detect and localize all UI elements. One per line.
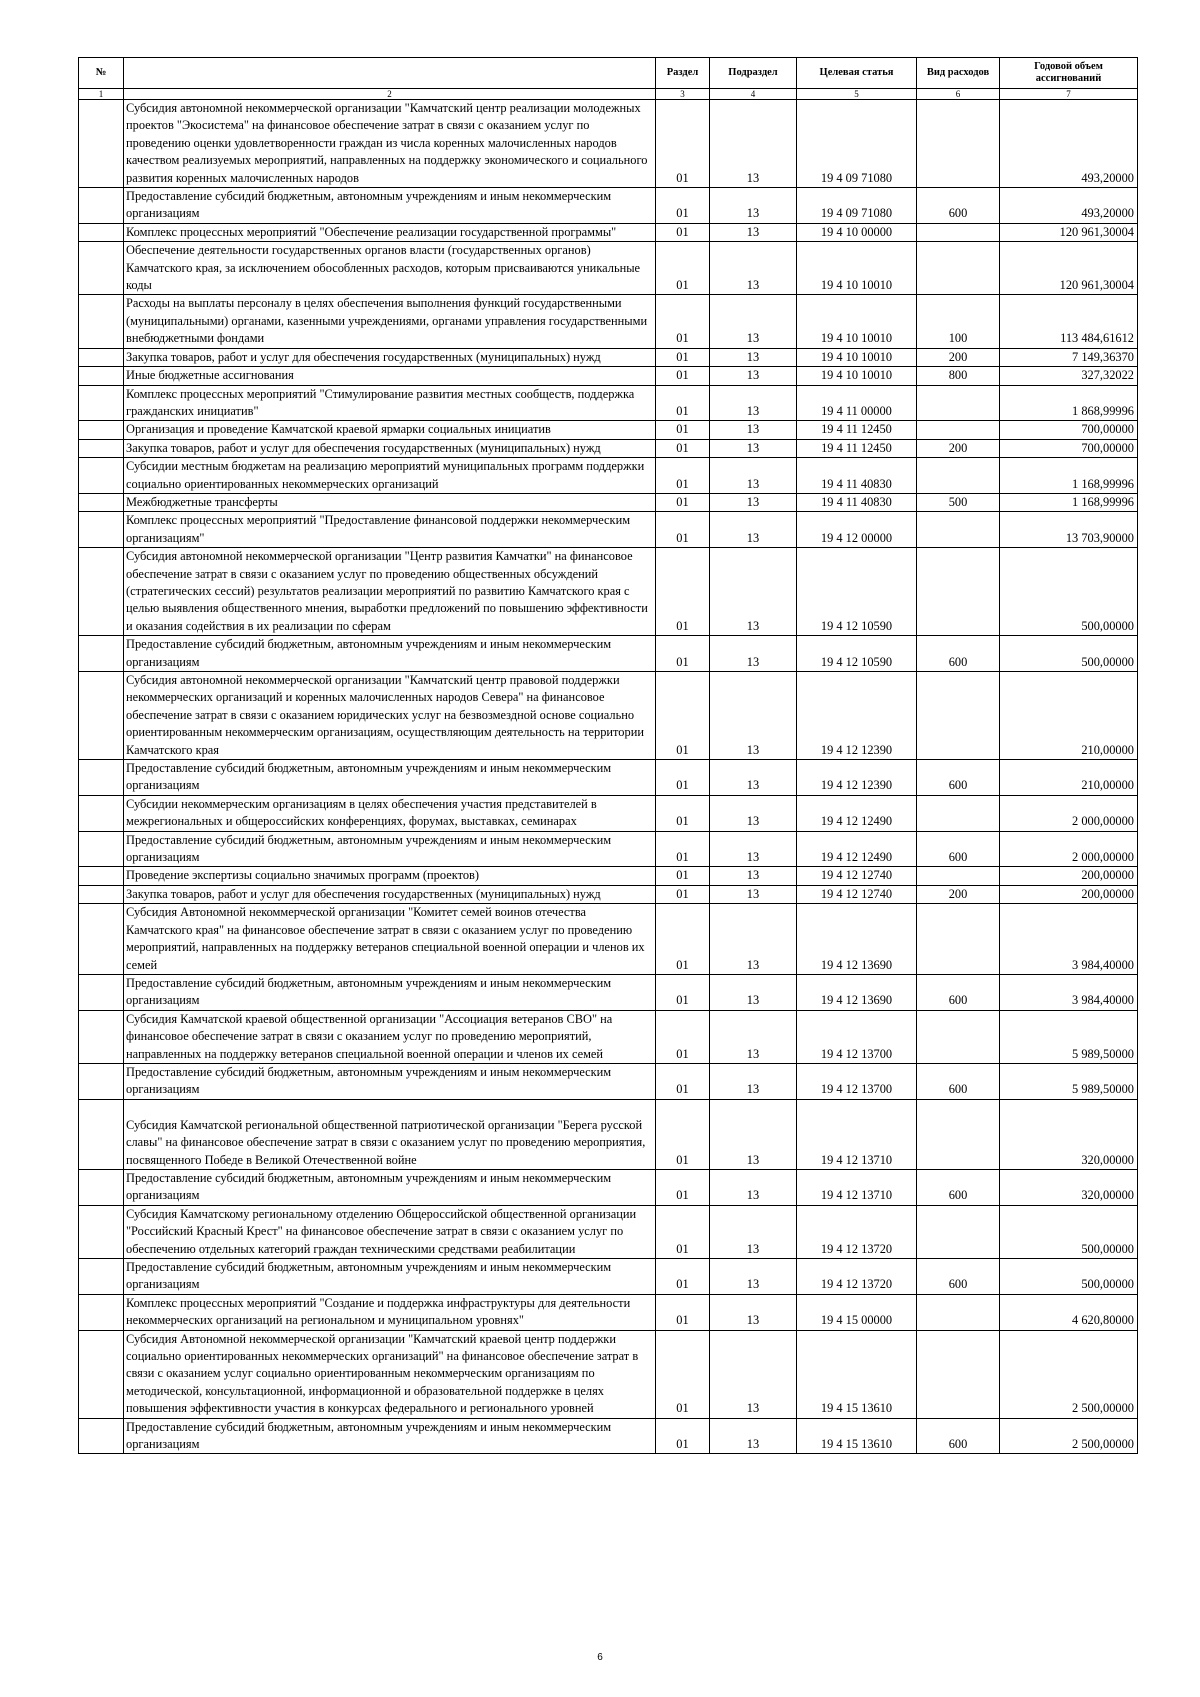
row-amount-cell: 500,00000: [1000, 1205, 1138, 1258]
row-amount-cell: 5 989,50000: [1000, 1010, 1138, 1063]
row-subsection-cell: 13: [710, 188, 797, 224]
row-subsection-cell: 13: [710, 795, 797, 831]
row-expense-type-cell: [917, 672, 1000, 760]
row-subsection-cell: 13: [710, 1063, 797, 1099]
table-row: [79, 242, 1138, 295]
row-description-cell: Комплекс процессных мероприятий "Обеспечение реализации государственной программы": [124, 223, 656, 241]
row-description-cell: Комплекс процессных мероприятий "Стимулирование развития местных сообществ, поддержка гражданских инициатив": [124, 385, 656, 421]
row-amount-cell: 3 984,40000: [1000, 974, 1138, 1010]
table-row: [79, 1099, 1138, 1169]
row-target-article-cell: 19 4 10 10010: [797, 295, 917, 348]
row-number-cell: [79, 1099, 124, 1169]
column-number: 2: [124, 89, 656, 100]
row-subsection-cell: 13: [710, 242, 797, 295]
row-subsection-cell: 13: [710, 867, 797, 885]
row-section-cell: 01: [656, 795, 710, 831]
row-amount-cell: 200,00000: [1000, 885, 1138, 903]
row-description-cell: Субсидия Автономной некоммерческой организации "Комитет семей воинов отечества Камчатского края" на финансовое обеспечение затрат в связи с оказанием услуг по проведению мероприятий, направленных на поддержку ветеранов специальной военной операции и членов их семей: [124, 904, 656, 975]
row-description-cell: Предоставление субсидий бюджетным, автономным учреждениям и иным некоммерческим организациям: [124, 760, 656, 796]
row-number-cell: [79, 548, 124, 636]
row-description-cell: Организация и проведение Камчатской краевой ярмарки социальных инициатив: [124, 421, 656, 439]
row-subsection-cell: 13: [710, 1330, 797, 1418]
row-target-article-cell: 19 4 11 40830: [797, 493, 917, 511]
row-target-article-cell: 19 4 12 13720: [797, 1259, 917, 1295]
row-description-cell: Субсидия автономной некоммерческой организации "Камчатский центр реализации молодежных проектов "Экосистема" на финансовое обеспечение затрат в связи с оказанием услуг по проведению оценки удовлетворенности граждан из числа коренных малочисленных народов качеством реализуемых мероприятий, направленных на поддержку экономического и социального развития коренных малочисленных народов: [124, 100, 656, 188]
header-expense-type: Вид расходов: [917, 58, 1000, 89]
row-expense-type-cell: 600: [917, 760, 1000, 796]
row-number-cell: [79, 295, 124, 348]
row-description-cell: Проведение экспертизы социально значимых программ (проектов): [124, 867, 656, 885]
budget-allocation-table: [78, 57, 1138, 1454]
row-description-cell: Субсидия автономной некоммерческой организации "Центр развития Камчатки" на финансовое обеспечение затрат в связи с оказанием услуг по проведению общественных обсуждений (стратегических сессий) результатов реализации мероприятий по развитию Камчатского края с целью выявления общественного мнения, выработки предложений по повышению эффективности и оказания содействия в их реализации по сферам: [124, 548, 656, 636]
row-number-cell: [79, 636, 124, 672]
table-row: [79, 904, 1138, 975]
row-section-cell: 01: [656, 367, 710, 385]
table-row: [79, 760, 1138, 796]
row-number-cell: [79, 385, 124, 421]
row-target-article-cell: 19 4 12 12490: [797, 795, 917, 831]
row-amount-cell: 327,32022: [1000, 367, 1138, 385]
row-section-cell: 01: [656, 295, 710, 348]
row-section-cell: 01: [656, 1294, 710, 1330]
header-name: [124, 58, 656, 89]
row-expense-type-cell: 600: [917, 188, 1000, 224]
row-number-cell: [79, 1169, 124, 1205]
row-target-article-cell: 19 4 11 00000: [797, 385, 917, 421]
row-amount-cell: 5 989,50000: [1000, 1063, 1138, 1099]
row-number-cell: [79, 439, 124, 457]
column-number: 5: [797, 89, 917, 100]
row-target-article-cell: 19 4 12 12490: [797, 831, 917, 867]
row-subsection-cell: 13: [710, 904, 797, 975]
row-subsection-cell: 13: [710, 1294, 797, 1330]
row-number-cell: [79, 1010, 124, 1063]
table-row: [79, 1205, 1138, 1258]
row-subsection-cell: 13: [710, 348, 797, 366]
row-subsection-cell: 13: [710, 1259, 797, 1295]
row-amount-cell: 700,00000: [1000, 421, 1138, 439]
row-section-cell: 01: [656, 885, 710, 903]
row-expense-type-cell: 600: [917, 831, 1000, 867]
row-number-cell: [79, 367, 124, 385]
header-num: №: [79, 58, 124, 89]
row-number-cell: [79, 100, 124, 188]
row-subsection-cell: 13: [710, 295, 797, 348]
row-target-article-cell: 19 4 12 13720: [797, 1205, 917, 1258]
row-number-cell: [79, 795, 124, 831]
row-description-cell: Межбюджетные трансферты: [124, 493, 656, 511]
row-section-cell: 01: [656, 636, 710, 672]
table-row: [79, 385, 1138, 421]
row-amount-cell: 3 984,40000: [1000, 904, 1138, 975]
row-expense-type-cell: 600: [917, 1418, 1000, 1454]
row-subsection-cell: 13: [710, 458, 797, 494]
row-target-article-cell: 19 4 15 13610: [797, 1418, 917, 1454]
row-section-cell: 01: [656, 439, 710, 457]
row-amount-cell: 1 168,99996: [1000, 493, 1138, 511]
row-subsection-cell: 13: [710, 885, 797, 903]
row-subsection-cell: 13: [710, 439, 797, 457]
table-row: [79, 367, 1138, 385]
row-number-cell: [79, 831, 124, 867]
row-section-cell: 01: [656, 760, 710, 796]
row-subsection-cell: 13: [710, 1418, 797, 1454]
row-section-cell: 01: [656, 458, 710, 494]
row-description-cell: Субсидия Камчатской краевой общественной организации "Ассоциация ветеранов СВО" на финансовое обеспечение затрат в связи с оказанием услуг по проведению мероприятий, направленных на поддержку ветеранов специальной военной операции и членов их семей: [124, 1010, 656, 1063]
row-number-cell: [79, 1205, 124, 1258]
row-target-article-cell: 19 4 11 12450: [797, 421, 917, 439]
table-row: [79, 1330, 1138, 1418]
row-description-cell: Предоставление субсидий бюджетным, автономным учреждениям и иным некоммерческим организациям: [124, 1418, 656, 1454]
table-row: [79, 548, 1138, 636]
row-section-cell: 01: [656, 242, 710, 295]
row-section-cell: 01: [656, 223, 710, 241]
row-amount-cell: 320,00000: [1000, 1099, 1138, 1169]
row-subsection-cell: 13: [710, 1099, 797, 1169]
row-target-article-cell: 19 4 12 12390: [797, 672, 917, 760]
table-row: [79, 974, 1138, 1010]
row-expense-type-cell: [917, 795, 1000, 831]
row-expense-type-cell: 600: [917, 1259, 1000, 1295]
row-expense-type-cell: 200: [917, 439, 1000, 457]
row-expense-type-cell: 200: [917, 885, 1000, 903]
row-expense-type-cell: 600: [917, 1063, 1000, 1099]
row-section-cell: 01: [656, 672, 710, 760]
row-amount-cell: 200,00000: [1000, 867, 1138, 885]
row-target-article-cell: 19 4 12 13690: [797, 974, 917, 1010]
row-description-cell: Предоставление субсидий бюджетным, автономным учреждениям и иным некоммерческим организациям: [124, 1259, 656, 1295]
row-description-cell: Субсидия автономной некоммерческой организации "Камчатский центр правовой поддержки некоммерческих организаций и коренных малочисленных народов Севера" на финансовое обеспечение затрат в связи с оказанием юридических услуг на безвозмездной основе социально ориентированным некоммерческим организациям, осуществляющим деятельность на территории Камчатского края: [124, 672, 656, 760]
table-row: [79, 493, 1138, 511]
row-subsection-cell: 13: [710, 385, 797, 421]
column-number: 7: [1000, 89, 1138, 100]
row-target-article-cell: 19 4 09 71080: [797, 100, 917, 188]
column-number: 6: [917, 89, 1000, 100]
row-description-cell: Предоставление субсидий бюджетным, автономным учреждениям и иным некоммерческим организациям: [124, 188, 656, 224]
table-row: [79, 188, 1138, 224]
row-section-cell: 01: [656, 1418, 710, 1454]
table-row: [79, 100, 1138, 188]
row-expense-type-cell: [917, 904, 1000, 975]
row-number-cell: [79, 974, 124, 1010]
table-row: [79, 636, 1138, 672]
row-section-cell: 01: [656, 548, 710, 636]
row-expense-type-cell: [917, 1010, 1000, 1063]
row-target-article-cell: 19 4 12 13700: [797, 1010, 917, 1063]
row-description-cell: Комплекс процессных мероприятий "Предоставление финансовой поддержки некоммерческим организациям": [124, 512, 656, 548]
row-number-cell: [79, 421, 124, 439]
table-row: [79, 421, 1138, 439]
row-number-cell: [79, 1063, 124, 1099]
row-subsection-cell: 13: [710, 223, 797, 241]
row-target-article-cell: 19 4 10 10010: [797, 242, 917, 295]
row-amount-cell: 500,00000: [1000, 1259, 1138, 1295]
row-target-article-cell: 19 4 11 40830: [797, 458, 917, 494]
row-amount-cell: 500,00000: [1000, 636, 1138, 672]
row-section-cell: 01: [656, 974, 710, 1010]
row-subsection-cell: 13: [710, 1010, 797, 1063]
row-target-article-cell: 19 4 11 12450: [797, 439, 917, 457]
table-row: [79, 1010, 1138, 1063]
row-expense-type-cell: [917, 1099, 1000, 1169]
row-number-cell: [79, 458, 124, 494]
row-number-cell: [79, 242, 124, 295]
row-description-cell: Комплекс процессных мероприятий "Создание и поддержка инфраструктуры для деятельности некоммерческих организаций на региональном и муниципальном уровнях": [124, 1294, 656, 1330]
table-row: [79, 223, 1138, 241]
row-target-article-cell: 19 4 12 10590: [797, 548, 917, 636]
table-row: [79, 1259, 1138, 1295]
table-row: [79, 512, 1138, 548]
row-target-article-cell: 19 4 12 12740: [797, 867, 917, 885]
row-subsection-cell: 13: [710, 548, 797, 636]
budget-table-container: [78, 57, 1138, 1454]
row-section-cell: 01: [656, 385, 710, 421]
row-amount-cell: 210,00000: [1000, 760, 1138, 796]
row-amount-cell: 2 000,00000: [1000, 795, 1138, 831]
row-subsection-cell: 13: [710, 1205, 797, 1258]
row-expense-type-cell: [917, 458, 1000, 494]
row-target-article-cell: 19 4 12 12740: [797, 885, 917, 903]
row-target-article-cell: 19 4 12 13690: [797, 904, 917, 975]
table-row: [79, 348, 1138, 366]
row-target-article-cell: 19 4 12 13710: [797, 1169, 917, 1205]
row-section-cell: 01: [656, 493, 710, 511]
row-expense-type-cell: [917, 100, 1000, 188]
row-expense-type-cell: [917, 421, 1000, 439]
row-expense-type-cell: [917, 1294, 1000, 1330]
row-description-cell: Предоставление субсидий бюджетным, автономным учреждениям и иным некоммерческим организациям: [124, 974, 656, 1010]
row-expense-type-cell: 200: [917, 348, 1000, 366]
row-subsection-cell: 13: [710, 421, 797, 439]
row-amount-cell: 320,00000: [1000, 1169, 1138, 1205]
row-number-cell: [79, 672, 124, 760]
row-number-cell: [79, 867, 124, 885]
row-target-article-cell: 19 4 12 13710: [797, 1099, 917, 1169]
row-number-cell: [79, 904, 124, 975]
row-expense-type-cell: 100: [917, 295, 1000, 348]
row-expense-type-cell: [917, 548, 1000, 636]
row-expense-type-cell: 500: [917, 493, 1000, 511]
row-expense-type-cell: [917, 1205, 1000, 1258]
row-number-cell: [79, 1330, 124, 1418]
row-amount-cell: 493,20000: [1000, 100, 1138, 188]
table-row: [79, 458, 1138, 494]
row-expense-type-cell: 800: [917, 367, 1000, 385]
header-subsection: Подраздел: [710, 58, 797, 89]
table-row: [79, 885, 1138, 903]
header-target-article: Целевая статья: [797, 58, 917, 89]
row-amount-cell: 700,00000: [1000, 439, 1138, 457]
table-row: [79, 1294, 1138, 1330]
row-section-cell: 01: [656, 100, 710, 188]
row-section-cell: 01: [656, 1169, 710, 1205]
row-subsection-cell: 13: [710, 760, 797, 796]
table-row: [79, 1169, 1138, 1205]
header-annual-amount: Годовой объем ассигнований: [1000, 58, 1138, 89]
row-target-article-cell: 19 4 12 10590: [797, 636, 917, 672]
row-section-cell: 01: [656, 867, 710, 885]
table-row: [79, 1063, 1138, 1099]
row-description-cell: Предоставление субсидий бюджетным, автономным учреждениям и иным некоммерческим организациям: [124, 1063, 656, 1099]
row-subsection-cell: 13: [710, 1169, 797, 1205]
row-amount-cell: 7 149,36370: [1000, 348, 1138, 366]
table-row: [79, 295, 1138, 348]
row-number-cell: [79, 760, 124, 796]
row-target-article-cell: 19 4 12 13700: [797, 1063, 917, 1099]
row-target-article-cell: 19 4 12 00000: [797, 512, 917, 548]
row-section-cell: 01: [656, 1205, 710, 1258]
row-amount-cell: 120 961,30004: [1000, 223, 1138, 241]
row-expense-type-cell: 600: [917, 974, 1000, 1010]
row-number-cell: [79, 1259, 124, 1295]
row-number-cell: [79, 1294, 124, 1330]
row-expense-type-cell: [917, 223, 1000, 241]
row-description-cell: Предоставление субсидий бюджетным, автономным учреждениям и иным некоммерческим организациям: [124, 831, 656, 867]
row-amount-cell: 500,00000: [1000, 548, 1138, 636]
row-description-cell: Закупка товаров, работ и услуг для обеспечения государственных (муниципальных) нужд: [124, 885, 656, 903]
row-amount-cell: 113 484,61612: [1000, 295, 1138, 348]
row-description-cell: Закупка товаров, работ и услуг для обеспечения государственных (муниципальных) нужд: [124, 348, 656, 366]
row-number-cell: [79, 188, 124, 224]
row-description-cell: Субсидия Камчатскому региональному отделению Общероссийской общественной организации "Российский Красный Крест" на финансовое обеспечение затрат в связи с оказанием услуг по обеспечению отдельных категорий граждан техническими средствами реабилитации: [124, 1205, 656, 1258]
row-section-cell: 01: [656, 1010, 710, 1063]
column-number: 1: [79, 89, 124, 100]
row-section-cell: 01: [656, 421, 710, 439]
row-amount-cell: 2 500,00000: [1000, 1418, 1138, 1454]
row-target-article-cell: 19 4 15 00000: [797, 1294, 917, 1330]
row-description-cell: Предоставление субсидий бюджетным, автономным учреждениям и иным некоммерческим организациям: [124, 636, 656, 672]
table-row: [79, 831, 1138, 867]
row-expense-type-cell: 600: [917, 636, 1000, 672]
row-subsection-cell: 13: [710, 672, 797, 760]
row-description-cell: Субсидии некоммерческим организациям в целях обеспечения участия представителей в межрегиональных и общероссийских конференциях, форумах, выставках, семинарах: [124, 795, 656, 831]
row-subsection-cell: 13: [710, 367, 797, 385]
row-number-cell: [79, 348, 124, 366]
row-section-cell: 01: [656, 1099, 710, 1169]
page-number: 6: [597, 1652, 603, 1663]
row-expense-type-cell: [917, 867, 1000, 885]
row-number-cell: [79, 1418, 124, 1454]
row-subsection-cell: 13: [710, 493, 797, 511]
row-section-cell: 01: [656, 1330, 710, 1418]
table-row: [79, 1418, 1138, 1454]
row-section-cell: 01: [656, 904, 710, 975]
table-body: [79, 100, 1138, 1454]
row-target-article-cell: 19 4 12 12390: [797, 760, 917, 796]
row-target-article-cell: 19 4 15 13610: [797, 1330, 917, 1418]
column-number: 3: [656, 89, 710, 100]
row-number-cell: [79, 223, 124, 241]
row-target-article-cell: 19 4 09 71080: [797, 188, 917, 224]
row-expense-type-cell: [917, 512, 1000, 548]
row-target-article-cell: 19 4 10 00000: [797, 223, 917, 241]
row-section-cell: 01: [656, 1063, 710, 1099]
row-amount-cell: 1 868,99996: [1000, 385, 1138, 421]
row-section-cell: 01: [656, 188, 710, 224]
row-target-article-cell: 19 4 10 10010: [797, 367, 917, 385]
row-number-cell: [79, 493, 124, 511]
row-amount-cell: 13 703,90000: [1000, 512, 1138, 548]
row-subsection-cell: 13: [710, 636, 797, 672]
row-number-cell: [79, 885, 124, 903]
row-amount-cell: 493,20000: [1000, 188, 1138, 224]
table-header-row: [79, 58, 1138, 89]
row-section-cell: 01: [656, 348, 710, 366]
row-number-cell: [79, 512, 124, 548]
row-target-article-cell: 19 4 10 10010: [797, 348, 917, 366]
row-subsection-cell: 13: [710, 512, 797, 548]
row-amount-cell: 2 000,00000: [1000, 831, 1138, 867]
column-number: 4: [710, 89, 797, 100]
row-section-cell: 01: [656, 512, 710, 548]
row-description-cell: Предоставление субсидий бюджетным, автономным учреждениям и иным некоммерческим организациям: [124, 1169, 656, 1205]
row-section-cell: 01: [656, 1259, 710, 1295]
table-row: [79, 439, 1138, 457]
row-subsection-cell: 13: [710, 100, 797, 188]
column-number-row: [79, 89, 1138, 100]
row-description-cell: Расходы на выплаты персоналу в целях обеспечения выполнения функций государственными (муниципальными) органами, казенными учреждениями, органами управления государственными внебюджетными фондами: [124, 295, 656, 348]
table-row: [79, 672, 1138, 760]
row-subsection-cell: 13: [710, 974, 797, 1010]
row-subsection-cell: 13: [710, 831, 797, 867]
row-expense-type-cell: 600: [917, 1169, 1000, 1205]
row-description-cell: Закупка товаров, работ и услуг для обеспечения государственных (муниципальных) нужд: [124, 439, 656, 457]
row-amount-cell: 4 620,80000: [1000, 1294, 1138, 1330]
row-description-cell: Субсидия Автономной некоммерческой организации "Камчатский краевой центр поддержки социально ориентированных некоммерческих организаций" на финансовое обеспечение затрат в связи с оказанием услуг социально ориентированным некоммерческим организациям по методической, консультационной, информационной и образовательной поддержке в целях повышения эффективности участия в конкурсах федерального и регионального уровней: [124, 1330, 656, 1418]
row-expense-type-cell: [917, 1330, 1000, 1418]
table-row: [79, 867, 1138, 885]
row-amount-cell: 210,00000: [1000, 672, 1138, 760]
row-expense-type-cell: [917, 385, 1000, 421]
row-amount-cell: 2 500,00000: [1000, 1330, 1138, 1418]
row-section-cell: 01: [656, 831, 710, 867]
row-expense-type-cell: [917, 242, 1000, 295]
row-description-cell: Субсидии местным бюджетам на реализацию мероприятий муниципальных программ поддержки социально ориентированных некоммерческих организаций: [124, 458, 656, 494]
header-section: Раздел: [656, 58, 710, 89]
row-description-cell: Иные бюджетные ассигнования: [124, 367, 656, 385]
row-amount-cell: 120 961,30004: [1000, 242, 1138, 295]
row-amount-cell: 1 168,99996: [1000, 458, 1138, 494]
row-description-cell: Субсидия Камчатской региональной общественной патриотической организации "Берега русской славы" на финансовое обеспечение затрат в связи с оказанием услуг по проведению мероприятия, посвященного Победе в Великой Отечественной войне: [124, 1099, 656, 1169]
row-description-cell: Обеспечение деятельности государственных органов власти (государственных органов) Камчатского края, за исключением обособленных расходов, которым присваиваются уникальные коды: [124, 242, 656, 295]
table-row: [79, 795, 1138, 831]
